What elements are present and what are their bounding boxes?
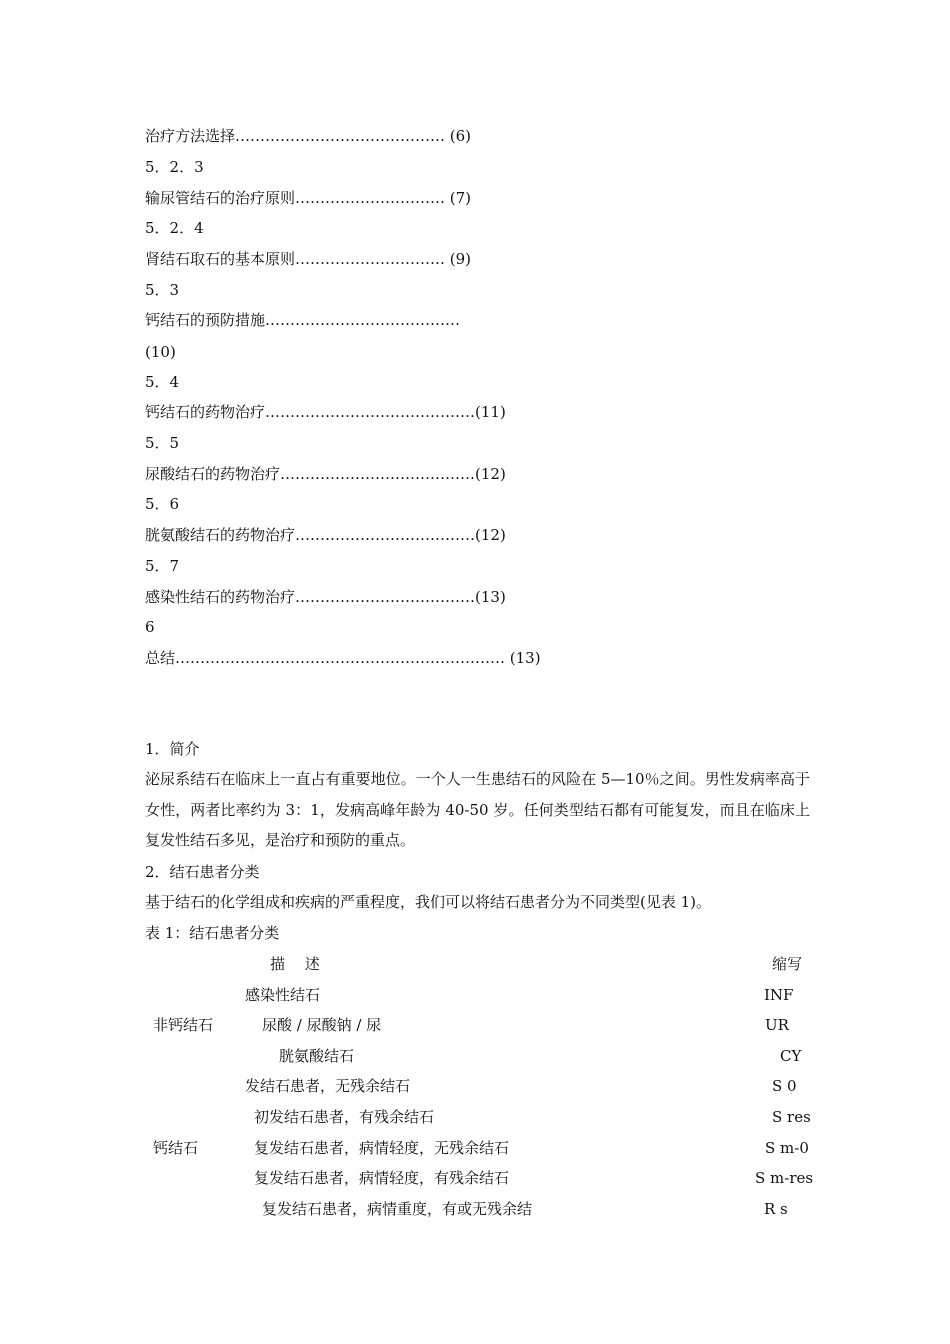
group-label-calcium: 钙结石 <box>153 1139 199 1157</box>
row-abbreviation: CY <box>780 1047 802 1065</box>
toc-line: 5．2．4 <box>145 219 204 237</box>
toc-line: 钙结石的预防措施………………………………… <box>145 311 461 329</box>
row-abbreviation: S m-res <box>755 1169 814 1187</box>
group-label-noncalcium: 非钙结石 <box>153 1016 214 1034</box>
toc-line: 5．2．3 <box>145 158 204 176</box>
row-description: 感染性结石 <box>245 986 321 1004</box>
table-header-description: 描 述 <box>270 955 320 973</box>
table-caption: 表 1：结石患者分类 <box>145 924 280 942</box>
row-abbreviation: S m-0 <box>765 1139 809 1157</box>
toc-line: 5．5 <box>145 434 180 452</box>
toc-line: (10) <box>145 343 176 361</box>
row-abbreviation: UR <box>765 1016 789 1034</box>
row-abbreviation: R s <box>764 1200 788 1218</box>
toc-line: 总结………………………………………………………… (13) <box>145 649 541 667</box>
section-heading-intro: 1．简介 <box>145 740 200 758</box>
row-abbreviation: INF <box>764 986 794 1004</box>
toc-line: 5．3 <box>145 281 180 299</box>
row-abbreviation: S 0 <box>772 1077 797 1095</box>
classification-paragraph: 基于结石的化学组成和疾病的严重程度，我们可以将结石患者分为不同类型(见表 1)。 <box>145 893 712 911</box>
row-description: 发结石患者，无残余结石 <box>245 1077 411 1095</box>
toc-line: 感染性结石的药物治疗………………………………(13) <box>145 588 506 606</box>
row-abbreviation: S res <box>772 1108 811 1126</box>
toc-line: 6 <box>145 618 155 636</box>
toc-line: 输尿管结石的治疗原则………………………… (7) <box>145 189 472 207</box>
toc-line: 胱氨酸结石的药物治疗………………………………(12) <box>145 526 506 544</box>
table-header-abbreviation: 缩写 <box>772 955 803 973</box>
classification-table <box>145 950 815 1220</box>
toc-line: 肾结石取石的基本原则………………………… (9) <box>145 250 472 268</box>
row-description: 复发结石患者，病情轻度，有残余结石 <box>254 1169 510 1187</box>
row-description: 复发结石患者，病情重度，有或无残余结 <box>262 1200 533 1218</box>
row-description: 初发结石患者，有残余结石 <box>254 1108 435 1126</box>
toc-line: 治疗方法选择…………………………………… (6) <box>145 127 472 145</box>
row-description: 胱氨酸结石 <box>279 1047 355 1065</box>
row-description: 复发结石患者，病情轻度，无残余结石 <box>254 1139 510 1157</box>
section-heading-classification: 2．结石患者分类 <box>145 863 260 881</box>
toc-line: 钙结石的药物治疗……………………………………(11) <box>145 403 506 421</box>
toc-line: 尿酸结石的药物治疗…………………………………(12) <box>145 465 506 483</box>
row-description: 尿酸 / 尿酸钠 / 尿 <box>262 1016 382 1034</box>
toc-line: 5．6 <box>145 495 180 513</box>
toc-line: 5．4 <box>145 373 180 391</box>
intro-paragraph: 泌尿系结石在临床上一直占有重要地位。一个人一生患结石的风险在 5—10％之间。男性发病率高于女性，两者比率约为 3：1，发病高峰年龄为 40-50 岁。任何类型结石都有可能复发，而且在临床上复发性结石多见，是治疗和预防的重点。 <box>145 770 810 850</box>
toc-line: 5．7 <box>145 557 180 575</box>
